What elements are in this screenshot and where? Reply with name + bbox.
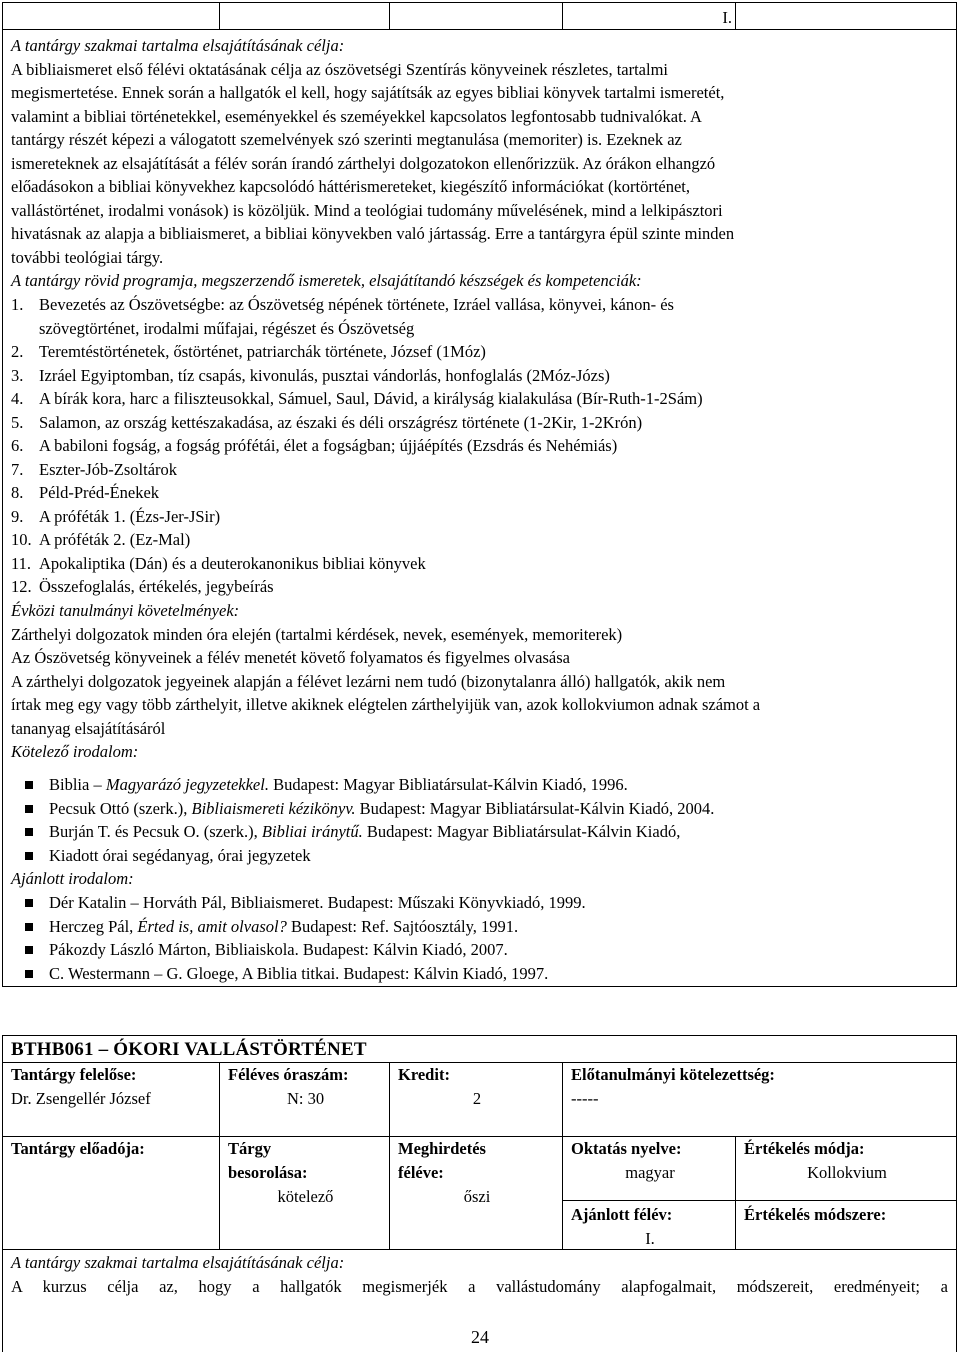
item-text: szövegtörténet, irodalmi műfajai, régészet és Ószövetség: [39, 318, 415, 338]
goal-line: ismereteknek az elsajátítását a félév során írandó zárthelyi dolgozatokon ellenőrizzük. Az órákon elhangzó: [11, 153, 716, 173]
ref-text: Dér Katalin – Horváth Pál, Bibliaismeret. Budapest: Műszaki Könyvkiadó, 1999.: [49, 893, 586, 912]
recommended-semester-value: I.: [645, 1229, 655, 1248]
recommended-section: [11, 867, 948, 891]
course-goal-title: A tantárgy szakmai tartalma elsajátításának célja:: [11, 1253, 345, 1272]
list-item: [11, 962, 948, 986]
list-item: [11, 387, 948, 411]
item-number: 11.: [11, 553, 32, 573]
square-bullet-icon: [25, 946, 33, 954]
ref-text: Pákozdy László Márton, Bibliaiskola. Budapest: Kálvin Kiadó, 2007.: [49, 940, 508, 959]
prerequisite-value: -----: [571, 1089, 599, 1108]
header-cell-2: [219, 2, 390, 30]
list-item: [11, 820, 948, 844]
list-item: [11, 938, 948, 962]
prerequisite-cell: [562, 1062, 957, 1137]
mandatory-literature-title: Kötelező irodalom:: [11, 742, 139, 761]
requirement-line: tananyag elsajátításáról: [11, 718, 166, 738]
list-item: [11, 915, 948, 939]
announcement-cell: [389, 1136, 563, 1250]
list-item: [11, 891, 948, 915]
course-title-cell: [2, 1035, 957, 1063]
list-item: [11, 773, 948, 797]
item-number: 3.: [11, 365, 24, 385]
list-item: [11, 458, 948, 482]
item-text: Salamon, az ország kettészakadása, az északi és déli országrész története (1-2Kir, 1-2Krón): [39, 412, 643, 432]
square-bullet-icon: [25, 970, 33, 978]
item-number: 4.: [11, 389, 24, 408]
item-number: 1.: [11, 295, 24, 314]
announcement-value: őszi: [463, 1187, 491, 1206]
course-goal-line: A kurzus célja az, hogy a hallgatók megismerjék a vallástudomány alapfogalmait, módszereit, eredményeit; a: [11, 1277, 948, 1296]
requirements-title: Évközi tanulmányi követelmények:: [11, 601, 240, 620]
square-bullet-icon: [25, 852, 33, 860]
course-table: [2, 1035, 957, 1352]
list-item: [11, 411, 948, 435]
top-table-body: [2, 29, 957, 987]
ref-text: Budapest: Ref. Sajtóosztály, 1991.: [286, 916, 519, 936]
credit-label: Kredit:: [398, 1065, 450, 1084]
mandatory-literature-list: [11, 773, 948, 867]
item-number: 9.: [11, 506, 24, 526]
program-list: [11, 293, 948, 599]
square-bullet-icon: [25, 781, 33, 789]
hours-label: Féléves óraszám:: [228, 1065, 349, 1084]
prerequisite-label: Előtanulmányi kötelezettség:: [571, 1065, 775, 1084]
credit-value: 2: [472, 1089, 482, 1108]
evaluation-method-cell: [735, 1200, 957, 1250]
goal-line: előadásokon a bibliai könyvekhez kapcsolódó háttérismereteket, kiegészítő információkat (kortörténet,: [11, 177, 691, 196]
list-item: [11, 552, 948, 576]
goal-line: megismertetése. Ennek során a hallgatók el kell, hogy sajátítsák az egyes bibliai könyvek tartalmi ismeretét,: [11, 83, 725, 102]
requirement-line: írtak meg egy vagy több zárthelyit, illetve akiknek elégtelen zárthelyijük van, azok kollokviumon adnak számot a: [11, 695, 761, 714]
lecturer-label: Tantárgy előadója:: [11, 1139, 145, 1158]
header-cell-1: [2, 2, 220, 30]
requirement-line: Az Ószövetség könyveinek a félév menetét követő folyamatos és figyelmes olvasása: [11, 648, 570, 667]
recommended-literature-title: Ajánlott irodalom:: [11, 869, 134, 888]
list-item: [11, 528, 948, 552]
recommended-literature-list: [11, 891, 948, 985]
item-text: A próféták 2. (Ez-Mal): [39, 530, 191, 549]
item-number: 2.: [11, 342, 24, 361]
item-text: A babiloni fogság, a fogság prófétái, élet a fogságban; újjáépítés (Ezsdrás és Nehémiás): [39, 436, 618, 455]
goal-line: A bibliaismeret első félévi oktatásának célja az ószövetségi Szentírás könyveinek részletes, tartalmi: [11, 59, 669, 79]
ref-text: Burján T. és Pecsuk O. (szerk.),: [49, 822, 262, 841]
ref-text: Biblia –: [49, 775, 106, 794]
ref-text: Kiadott órai segédanyag, órai jegyzetek: [49, 845, 311, 865]
item-text: Bevezetés az Ószövetségbe: az Ószövetség népének története, Izráel vallása, könyvei, kánon- és: [39, 295, 674, 314]
recommended-semester-label: Ajánlott félév:: [571, 1205, 673, 1224]
ref-title: Érted is, amit olvasol?: [137, 916, 287, 936]
hours-value: N: 30: [286, 1089, 325, 1108]
goal-title: A tantárgy szakmai tartalma elsajátításának célja:: [11, 36, 345, 55]
goal-text: [11, 58, 948, 270]
item-text: Izráel Egyiptomban, tíz csapás, kivonulás, pusztai vándorlás, honfoglalás (2Móz-Józs): [39, 365, 610, 385]
item-text: A bírák kora, harc a filiszteusokkal, Sámuel, Saul, Dávid, a királyság kialakulása (Bír-Ruth-1-2Sám): [39, 389, 703, 408]
requirement-line: A zárthelyi dolgozatok jegyeinek alapján a félévet lezárni nem tudó (bizonytalanra álló) hallgatók, akik nem: [11, 671, 726, 691]
classification-label: besorolása:: [228, 1163, 308, 1182]
item-number: 8.: [11, 483, 24, 502]
square-bullet-icon: [25, 805, 33, 813]
lecturer-cell: [2, 1136, 220, 1250]
list-item: [11, 434, 948, 458]
list-item: [11, 364, 948, 388]
item-text: Apokaliptika (Dán) és a deuterokanonikus bibliai könyvek: [39, 553, 426, 573]
list-item: [11, 340, 948, 364]
item-number: 6.: [11, 436, 24, 455]
classification-cell: [219, 1136, 390, 1250]
item-text: Teremtéstörténetek, őstörténet, patriarchák története, József (1Móz): [39, 342, 486, 361]
ref-text: C. Westermann – G. Gloege, A Biblia titkai. Budapest: Kálvin Kiadó, 1997.: [49, 963, 549, 983]
language-value: magyar: [625, 1163, 675, 1182]
announcement-label: Meghirdetés: [398, 1139, 486, 1158]
classification-label: Tárgy: [228, 1139, 272, 1158]
requirement-line: Zárthelyi dolgozatok minden óra elején (tartalmi kérdések, nevek, események, memoriterek): [11, 624, 623, 644]
square-bullet-icon: [25, 923, 33, 931]
evaluation-label: Értékelés módja:: [744, 1139, 865, 1158]
item-text: A próféták 1. (Ézs-Jer-JSir): [39, 506, 221, 526]
goal-line: további teológiai tárgy.: [11, 247, 164, 267]
classification-value: kötelező: [277, 1187, 334, 1206]
responsible-cell: [2, 1062, 220, 1137]
square-bullet-icon: [25, 899, 33, 907]
square-bullet-icon: [25, 828, 33, 836]
item-number: 7.: [11, 459, 24, 479]
header-cell-5: [735, 2, 957, 30]
responsible-value: Dr. Zsengellér József: [11, 1089, 151, 1108]
announcement-label: féléve:: [398, 1163, 444, 1182]
language-label: Oktatás nyelve:: [571, 1139, 682, 1158]
recommended-semester-cell: [562, 1200, 736, 1250]
goal-section: [11, 34, 948, 293]
semester-label: I.: [722, 8, 732, 27]
item-number: 10.: [11, 530, 32, 549]
header-cell-3: [389, 2, 563, 30]
hours-cell: [219, 1062, 390, 1137]
evaluation-cell: [735, 1136, 957, 1201]
list-item: [11, 505, 948, 529]
ref-title: Magyarázó jegyzetekkel.: [105, 775, 269, 794]
evaluation-method-label: Értékelés módszere:: [744, 1205, 887, 1224]
list-item: [11, 293, 948, 340]
list-item: [11, 797, 948, 821]
goal-line: vallástörténet, irodalmi vonások) is közöljük. Mind a teológiai tudomány művelésének, mind a lelkipásztori: [11, 200, 723, 220]
language-cell: [562, 1136, 736, 1201]
page-number: 24: [471, 1327, 489, 1347]
top-table-header: [2, 2, 956, 30]
goal-line: hivatásnak az alapja a bibliaismeret, a bibliai könyvekben való jártasság. Erre a tantárgyra épül szinte minden: [11, 224, 735, 243]
ref-title: Bibliaismereti kézikönyv.: [191, 798, 356, 818]
ref-text: Herczeg Pál,: [49, 916, 138, 936]
responsible-label: Tantárgy felelőse:: [11, 1065, 137, 1084]
item-number: 5.: [11, 412, 24, 432]
item-number: 12.: [11, 577, 32, 596]
ref-title: Bibliai iránytű.: [261, 822, 363, 841]
item-text: Péld-Préd-Énekek: [39, 483, 160, 502]
ref-text: Pecsuk Ottó (szerk.),: [49, 798, 192, 818]
header-cell-semester: [562, 2, 736, 30]
course-code-title: BTHB061 – ÓKORI VALLÁSTÖRTÉNET: [11, 1039, 367, 1060]
goal-line: tantárgy részét képezi a válogatott szemelvények szó szerinti megtanulása (memoriter) is. Ezeknek az: [11, 130, 682, 149]
ref-text: Budapest: Magyar Bibliatársulat-Kálvin Kiadó,: [362, 822, 681, 841]
goal-line: valamint a bibliai történetekkel, eseményekkel és szeméyekkel kapcsolatos legfontosabb tudnivalókat. A: [11, 106, 702, 126]
program-title: A tantárgy rövid programja, megszerzendő ismeretek, elsajátítandó készségek és kompetenciák:: [11, 271, 642, 290]
item-text: Eszter-Jób-Zsoltárok: [39, 459, 178, 479]
list-item: [11, 481, 948, 505]
evaluation-value: Kollokvium: [807, 1163, 887, 1182]
ref-text: Budapest: Magyar Bibliatársulat-Kálvin Kiadó, 1996.: [268, 775, 628, 794]
credit-cell: [389, 1062, 563, 1137]
list-item: [11, 575, 948, 599]
item-text: Összefoglalás, értékelés, jegybeírás: [39, 577, 274, 596]
ref-text: Budapest: Magyar Bibliatársulat-Kálvin Kiadó, 2004.: [355, 798, 715, 818]
requirements-section: [11, 599, 948, 764]
list-item: [11, 844, 948, 868]
